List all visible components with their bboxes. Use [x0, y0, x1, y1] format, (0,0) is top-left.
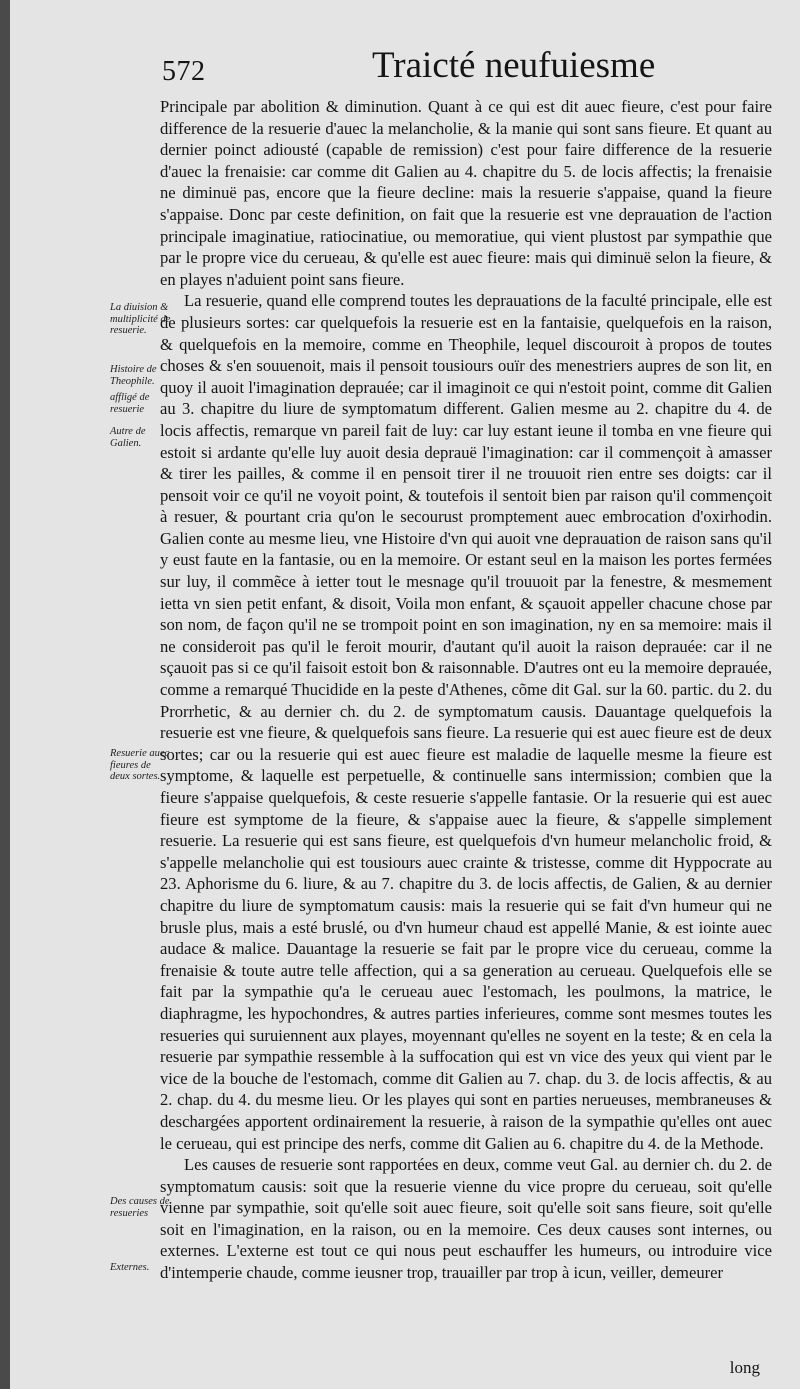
- page-number: 572: [162, 56, 206, 87]
- paragraph-definition: Principale par abolition & diminution. Quant à ce qui est dit auec fieure, c'est pour faire difference de la resuerie d'auec la melancholie, & la manie qui sont sans fieure. Et quant au dernier poinct adiousté (capable de remission) c'est pour faire difference de la resuerie d'auec la frenaisie: car comme dit Galien au 4. chapitre du 5. de locis affectis; la frenaisie ne diminuë pas, encore que la fieure decline: mais la resuerie s'appaise, quand la fieure s'appaise. Donc par ceste definition, on fait que la resuerie est vne deprauation de l'action principale imaginatiue, ratiocinatiue, ou memoratiue, qui vient plustost par sympathie que par le propre vice du cerueau, & qu'elle est auec fieure: mais qui diminuë selon la fieure, & en playes n'aduient point sans fieure.: [160, 97, 772, 289]
- margin-note-two-kinds: Resuerie auec fieures de deux sortes.: [110, 748, 170, 782]
- margin-note-external: Externes.: [110, 1262, 150, 1273]
- catchword: long: [729, 1358, 760, 1377]
- margin-note-division: La diuision & multiplicité de resuerie.: [110, 302, 171, 336]
- paragraph-kinds-of-resuerie: La resuerie, quand elle comprend toutes les deprauations de la faculté principale, elle est de plusieurs sortes: car quelquefois la resuerie est en la fantaisie, quelquefois en la raison, & quelquefois en la memoire, comme en Theophile, lequel discouroit à propos de toutes choses & s'en souuenoit, mais il pensoit tousiours ouïr des menestriers aupres de son lit, en quoy il auoit l'imagination deprauée; car il imaginoit ce qui n'estoit point, comme dit Galien au 3. chapitre du liure de symptomatum different. Galien mesme au 2. chapitre du 4. de locis affectis, remarque vn pareil fait de luy: car luy estant ieune il tomba en vne fieure qui estoit si ardante qu'elle luy auoit desia deprauë l'imagination: car il commençoit à amasser & tirer les pailles, & comme il en pensoit tirer il ne trouuoit rien entre ses doigts: car il pensoit voir ce qu'il ne voyoit point, & toutefois il sentoit bien par raison qu'il commençoit à resuer, & pourtant cria qu'on le secourust promptement auec embrocation d'oxirhodin. Galien conte au mesme lieu, vne Histoire d'vn qui auoit vne deprauation de raison sans qu'il y eust faute en la fantasie, ou en la memoire. Or estant seul en la maison les portes fermées sur luy, il commẽce à ietter tout le mesnage qu'il trouuoit par la fenestre, & mesmement ietta vn sien petit enfant, & disoit, Voila mon enfant, & sçauoit appeller chacune chose par son nom, de façon qu'il ne se trompoit point en son imagination, ny en sa memoire: mais il ne consideroit pas qu'il le feroit mourir, d'autant qu'il auoit la raison deprauée: car il ne sçauoit pas si ce qu'il faisoit estoit bon & raisonnable. D'autres ont eu la memoire deprauée, comme a remarqué Thucidide en la peste d'Athenes, cõme dit Gal. sur la 60. partic. du 2. du Prorrhetic, & au dernier ch. du 2. de symptomatum causis. Dauantage quelquefois la resuerie est vne fieure, & quelquefois sans fieure. La resuerie qui est auec fieure est de deux sortes; car ou la resuerie qui est auec fieure est maladie de laquelle mesme la fieure est symptome, & laquelle est perpetuelle, & continuelle sans intermission; combien que la fieure s'appaise quelquefois, & ceste resuerie s'appelle fantasie. Or la resuerie qui est auec fieure est symptome de la fieure, & s'appaise auec la fieure, & s'appelle simplement resuerie. La resuerie qui est sans fieure, est quelquefois d'vn humeur melancholic froid, & s'appelle melancholie qui est tousiours auec crainte & tristesse, comme dit Hyppocrate au 23. Aphorisme du 6. liure, & au 7. chapitre du 3. de locis affectis, de Galien, & au dernier chapitre du liure de symptomatum causis: mais la resuerie qui se fait d'vn humeur qui ne brusle plus, mais a esté bruslé, ou d'vn humeur chaud est appellé Manie, & est iointe auec audace & malice. Dauantage la resuerie se fait par le propre vice du cerueau, comme la frenaisie & toute autre telle affection, qui a sa generation au cerueau. Quelquefois elle se fait par la sympathie qu'a le cerueau auec l'estomach, les poulmons, la matrice, le diaphragme, les hypochondres, & autres parties inferieures, comme sont mesmes toutes les resueries qui suruiennent aux playes, moyennant qu'elles ne soyent en la teste; & en cela la resuerie par sympathie ressemble à la suffocation qui est vn vice des yeux qui vient par le vice de la bouche de l'estomach, comme dit Galien au 7. chap. du 3. de locis affectis, & au 2. chap. du 4. du mesme lieu. Or les playes qui sont en parties nerueuses, membraneuses & deschargées apportent ordinairement la resuerie, à raison de la sympathie qu'elles ont auec le cerueau, qui est principe des nerfs, comme dit Galien au 6. chapitre du 4. de la Methode.: [160, 291, 772, 1153]
- margin-note-causes: Des causes de resueries: [110, 1196, 170, 1219]
- running-title: Traicté neufuiesme: [372, 45, 656, 86]
- margin-note-affected: affligé de resuerie: [110, 392, 150, 415]
- margin-note-theophile: Histoire de Theophile.: [110, 364, 157, 387]
- margin-note-galen: Autre de Galien.: [110, 426, 146, 449]
- page-header: [162, 44, 800, 94]
- paragraph-causes: Les causes de resuerie sont rapportées en deux, comme veut Gal. au dernier ch. du 2. de symptomatum causis: soit que la resuerie vienne du vice propre du cerueau, soit qu'elle vienne par sympathie, soit qu'elle soit auec fieure, soit qu'elle soit sans fieure, soit qu'elle soit en l'imagination, en la raison, ou en la memoire. Ces deux causes sont internes, ou externes. L'externe est tout ce qui nous peut eschauffer les humeurs, ou introduire vice d'intemperie chaude, comme ieusner trop, trauailler par trop à icun, veiller, demeurer: [160, 1155, 772, 1283]
- main-text: [160, 96, 772, 1284]
